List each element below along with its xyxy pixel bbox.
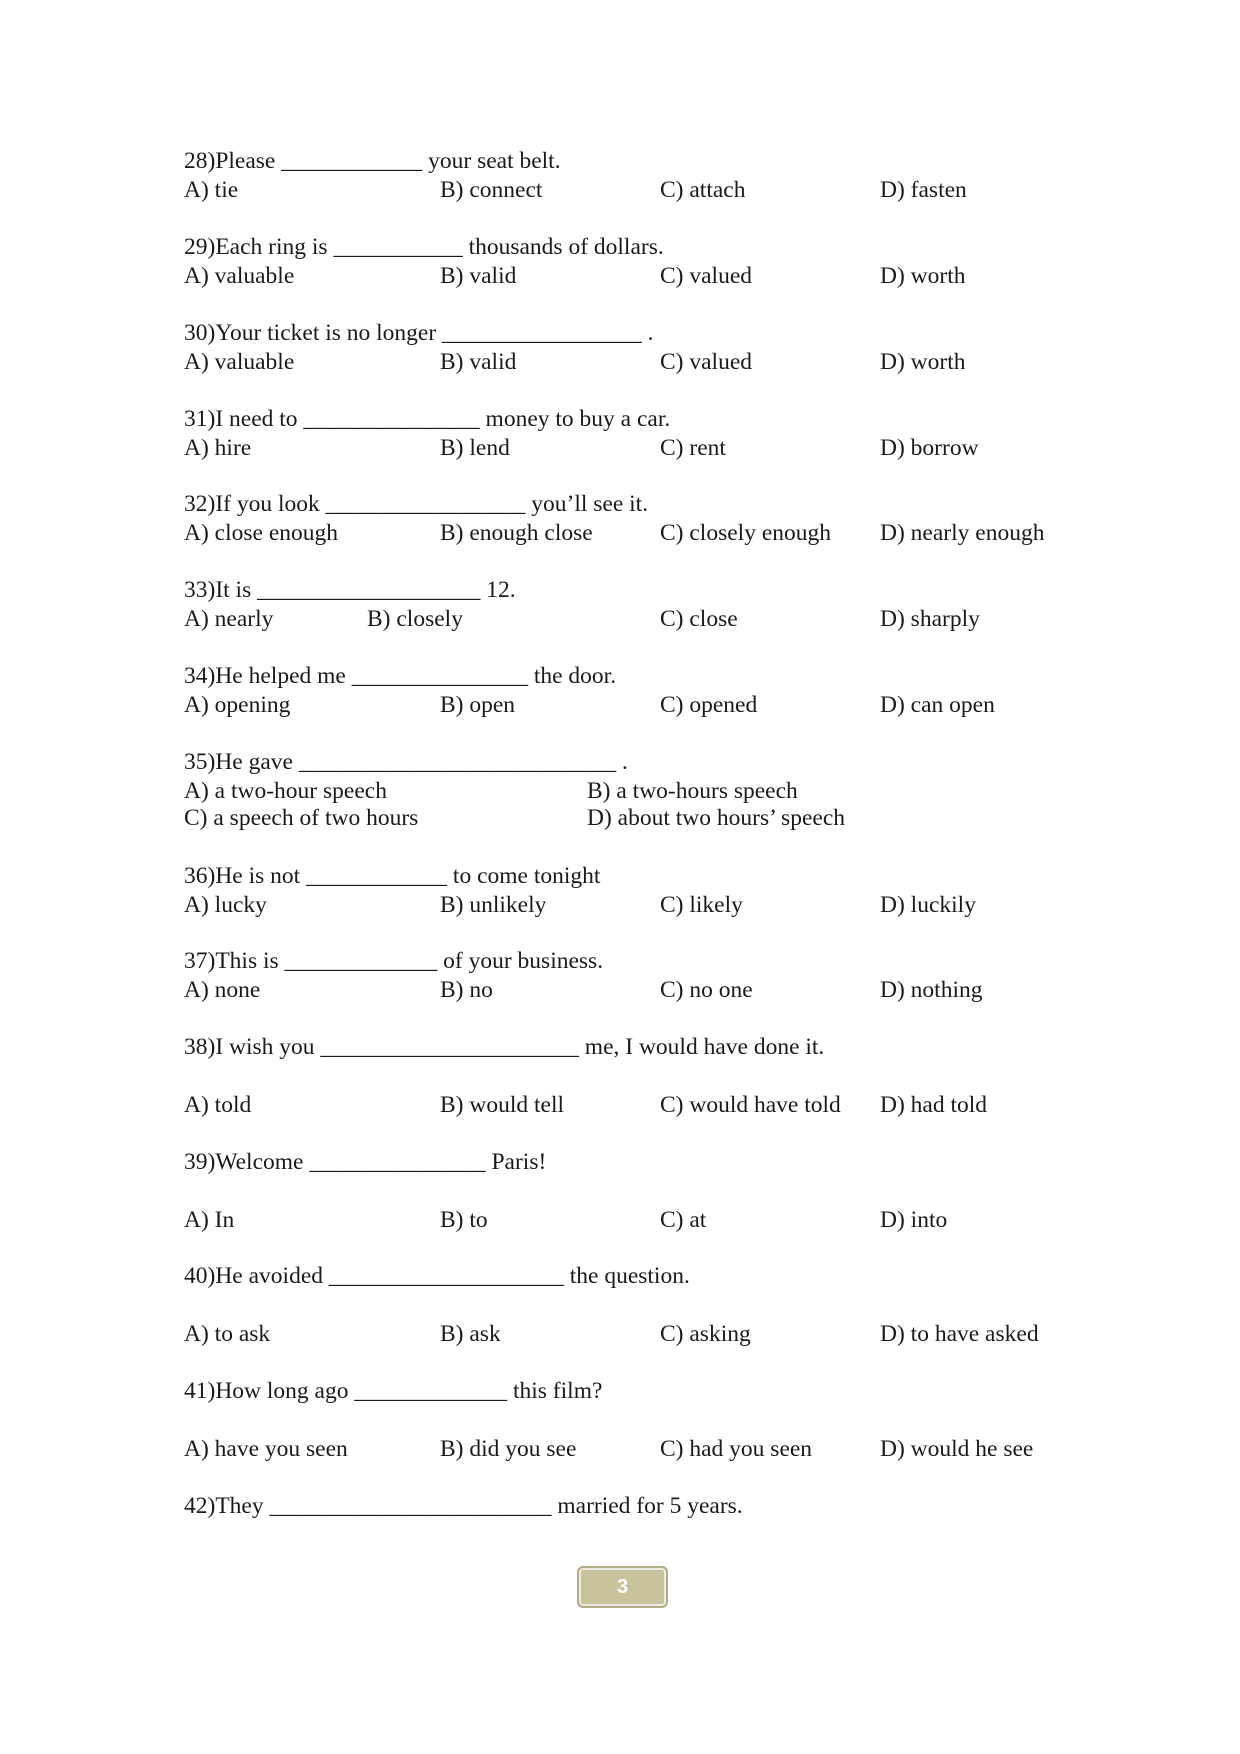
question-number: 31) — [184, 406, 216, 432]
question-stem — [184, 147, 561, 175]
option-c: C) valued — [660, 263, 753, 289]
question-number: 37) — [184, 948, 216, 974]
question-stem — [184, 1033, 824, 1061]
question-stem — [184, 1377, 602, 1405]
question-text: They ________________________ married for 5 years. — [215, 1493, 743, 1519]
option-d: D) worth — [880, 349, 966, 375]
question-text: He is not ____________ to come tonight — [215, 863, 601, 889]
option-c: C) close — [660, 606, 738, 632]
option-a: A) valuable — [184, 349, 295, 375]
option-b: B) closely — [367, 606, 463, 632]
option-a: A) hire — [184, 435, 252, 461]
question-stem — [184, 576, 516, 604]
question-stem — [184, 1262, 690, 1290]
option-d: D) worth — [880, 263, 966, 289]
question-stem — [184, 862, 600, 890]
option-b: B) valid — [440, 263, 517, 289]
question-number: 33) — [184, 577, 216, 603]
option-a: A) nearly — [184, 606, 274, 632]
option-a: A) have you seen — [184, 1436, 348, 1462]
option-a: A) a two-hour speech — [184, 778, 387, 804]
question-number: 40) — [184, 1263, 216, 1289]
question-text: Your ticket is no longer _________________ . — [215, 320, 654, 346]
option-d: D) borrow — [880, 435, 979, 461]
option-d: D) sharply — [880, 606, 980, 632]
option-d: D) fasten — [880, 177, 967, 203]
option-b: B) unlikely — [440, 892, 547, 918]
question-number: 42) — [184, 1493, 216, 1519]
option-b: B) enough close — [440, 520, 593, 546]
page-number-badge: 3 — [577, 1566, 668, 1608]
question-text: If you look _________________ you’ll see it. — [215, 491, 649, 517]
option-b: B) valid — [440, 349, 517, 375]
option-c: C) valued — [660, 349, 753, 375]
option-a: A) In — [184, 1207, 235, 1233]
option-c: C) at — [660, 1207, 707, 1233]
question-stem — [184, 319, 654, 347]
question-stem — [184, 947, 603, 975]
option-c: C) rent — [660, 435, 726, 461]
option-a: A) none — [184, 977, 261, 1003]
question-text: It is ___________________ 12. — [215, 577, 516, 603]
question-stem — [184, 662, 616, 690]
option-c: C) closely enough — [660, 520, 831, 546]
question-number: 28) — [184, 148, 216, 174]
option-d: D) about two hours’ speech — [587, 805, 845, 831]
option-b: B) lend — [440, 435, 510, 461]
question-number: 35) — [184, 749, 216, 775]
option-d: D) can open — [880, 692, 995, 718]
option-a: A) tie — [184, 177, 239, 203]
option-b: B) would tell — [440, 1092, 565, 1118]
option-a: A) close enough — [184, 520, 339, 546]
option-c: C) opened — [660, 692, 758, 718]
question-text: He helped me _______________ the door. — [215, 663, 617, 689]
option-d: D) into — [880, 1207, 948, 1233]
option-b: B) no — [440, 977, 493, 1003]
question-number: 30) — [184, 320, 216, 346]
option-c: C) had you seen — [660, 1436, 813, 1462]
question-stem — [184, 405, 670, 433]
question-number: 29) — [184, 234, 216, 260]
option-d: D) had told — [880, 1092, 988, 1118]
question-text: Each ring is ___________ thousands of dollars. — [215, 234, 664, 260]
option-c: C) attach — [660, 177, 746, 203]
option-a: A) lucky — [184, 892, 267, 918]
question-number: 32) — [184, 491, 216, 517]
question-stem — [184, 490, 648, 518]
question-number: 41) — [184, 1378, 216, 1404]
question-text: I need to _______________ money to buy a car. — [215, 406, 671, 432]
option-c: C) a speech of two hours — [184, 805, 419, 831]
option-d: D) nothing — [880, 977, 983, 1003]
option-b: B) ask — [440, 1321, 501, 1347]
option-c: C) would have told — [660, 1092, 841, 1118]
question-stem — [184, 1492, 743, 1520]
option-d: D) would he see — [880, 1436, 1034, 1462]
question-text: How long ago _____________ this film? — [215, 1378, 603, 1404]
option-c: C) asking — [660, 1321, 751, 1347]
option-c: C) no one — [660, 977, 753, 1003]
question-number: 34) — [184, 663, 216, 689]
option-d: D) nearly enough — [880, 520, 1045, 546]
option-b: B) did you see — [440, 1436, 577, 1462]
option-a: A) opening — [184, 692, 291, 718]
question-text: Welcome _______________ Paris! — [215, 1149, 547, 1175]
option-b: B) open — [440, 692, 516, 718]
option-b: B) connect — [440, 177, 543, 203]
question-number: 39) — [184, 1149, 216, 1175]
question-text: I wish you ______________________ me, I would have done it. — [215, 1034, 825, 1060]
option-d: D) luckily — [880, 892, 976, 918]
question-number: 38) — [184, 1034, 216, 1060]
question-stem — [184, 1148, 546, 1176]
option-c: C) likely — [660, 892, 743, 918]
option-a: A) told — [184, 1092, 252, 1118]
option-b: B) a two-hours speech — [587, 778, 798, 804]
option-a: A) valuable — [184, 263, 295, 289]
option-b: B) to — [440, 1207, 488, 1233]
question-text: He avoided ____________________ the question. — [215, 1263, 690, 1289]
question-number: 36) — [184, 863, 216, 889]
question-text: Please ____________ your seat belt. — [215, 148, 561, 174]
option-a: A) to ask — [184, 1321, 271, 1347]
question-stem — [184, 233, 664, 261]
option-d: D) to have asked — [880, 1321, 1039, 1347]
question-stem — [184, 748, 628, 776]
question-text: This is _____________ of your business. — [215, 948, 604, 974]
question-text: He gave ___________________________ . — [215, 749, 628, 775]
